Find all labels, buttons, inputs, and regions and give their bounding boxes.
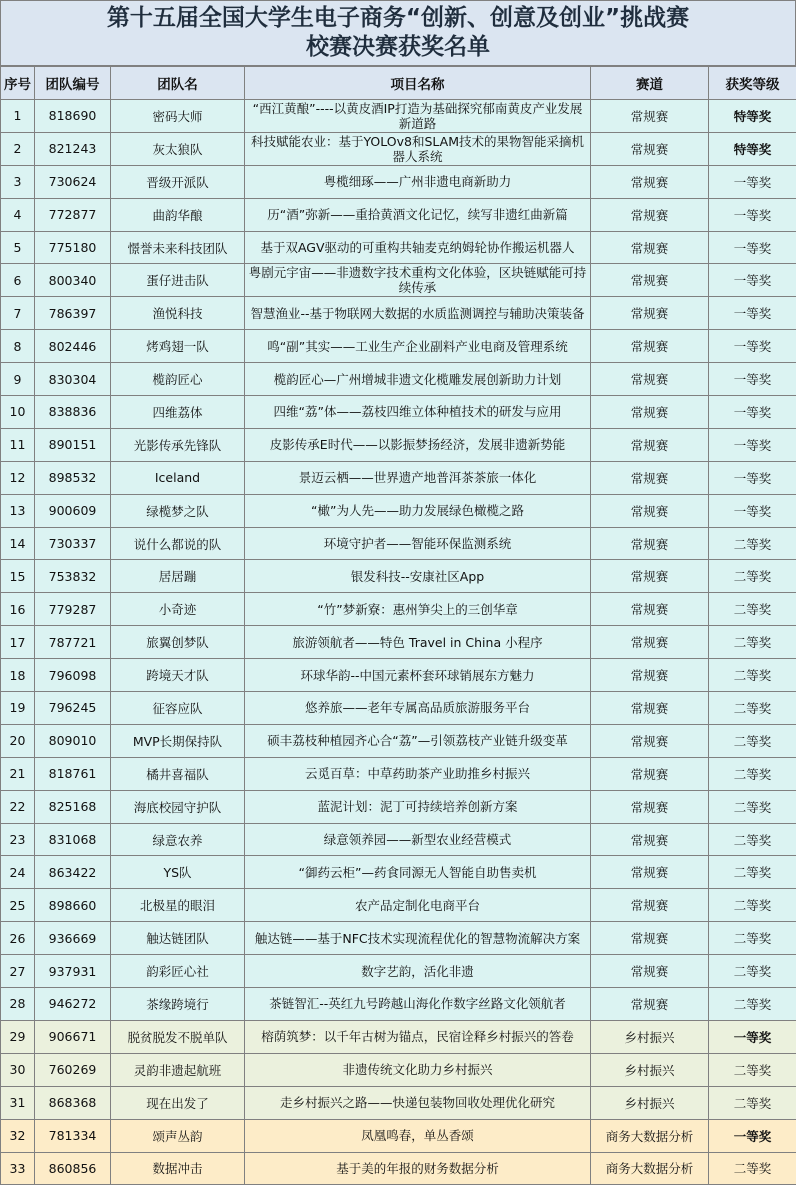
project-text: 非遗传统文化助力乡村振兴: [342, 1062, 493, 1078]
cell-no: 9: [1, 363, 35, 396]
cell-award: 一等奖: [709, 297, 796, 330]
cell-team-name: 跨境天才队: [111, 659, 245, 692]
cell-team-name: 数据冲击: [111, 1152, 245, 1185]
project-text: 科技赋能农业：基于YOLOv8和SLAM技术的果物智能采摘机器人系统: [250, 133, 585, 164]
cell-team-name: 颂声丛韵: [111, 1119, 245, 1152]
cell-team-id: 868368: [35, 1086, 111, 1119]
cell-track: 商务大数据分析: [591, 1119, 709, 1152]
cell-team-name: 榄韵匠心: [111, 363, 245, 396]
cell-team-name: 脱贫脱发不脱单队: [111, 1020, 245, 1053]
cell-no: 33: [1, 1152, 35, 1185]
cell-track: 常规赛: [591, 264, 709, 297]
table-row: [1, 494, 796, 527]
project-text: 皮影传承E时代——以影振梦扬经济，发展非遗新势能: [269, 437, 566, 453]
project-text: 榄韵匠心—广州增城非遗文化榄雕发展创新助力计划: [273, 371, 562, 387]
project-text: 触达链——基于NFC技术实现流程优化的智慧物流解决方案: [254, 930, 581, 946]
cell-award: 一等奖: [709, 330, 796, 363]
cell-no: 6: [1, 264, 35, 297]
table-row: [1, 856, 796, 889]
cell-track: 常规赛: [591, 132, 709, 165]
cell-award: 一等奖: [709, 461, 796, 494]
cell-team-id: 779287: [35, 593, 111, 626]
cell-team-id: 730624: [35, 165, 111, 198]
cell-track: 常规赛: [591, 922, 709, 955]
cell-track: 常规赛: [591, 231, 709, 264]
table-row: [1, 330, 796, 363]
cell-team-name: 憬誉未来科技团队: [111, 231, 245, 264]
cell-award: 二等奖: [709, 790, 796, 823]
cell-track: 常规赛: [591, 626, 709, 659]
cell-no: 26: [1, 922, 35, 955]
cell-project: [245, 692, 591, 725]
cell-project: [245, 856, 591, 889]
table-row: [1, 823, 796, 856]
cell-project: [245, 1152, 591, 1185]
project-text: “西江黄酿”----以黄皮酒IP打造为基础探究郁南黄皮产业发展新道路: [252, 100, 583, 131]
cell-no: 11: [1, 428, 35, 461]
cell-team-id: 936669: [35, 922, 111, 955]
table-row: [1, 231, 796, 264]
cell-no: 2: [1, 132, 35, 165]
cell-award: 二等奖: [709, 593, 796, 626]
cell-project: [245, 724, 591, 757]
cell-award: 二等奖: [709, 889, 796, 922]
cell-project: [245, 560, 591, 593]
project-text: 农产品定制化电商平台: [354, 897, 480, 913]
project-text: 智慧渔业--基于物联网大数据的水质监测调控与辅助决策装备: [250, 305, 585, 321]
cell-team-name: 绿意农养: [111, 823, 245, 856]
cell-no: 31: [1, 1086, 35, 1119]
project-text: 数字艺韵，活化非遗: [361, 963, 474, 979]
table-row: [1, 165, 796, 198]
cell-project: [245, 527, 591, 560]
cell-track: 常规赛: [591, 560, 709, 593]
cell-award: 二等奖: [709, 724, 796, 757]
table-row: [1, 560, 796, 593]
cell-team-id: 898660: [35, 889, 111, 922]
cell-team-name: 橘井喜福队: [111, 757, 245, 790]
project-text: 绿意领养园——新型农业经营模式: [323, 832, 512, 848]
cell-team-id: 831068: [35, 823, 111, 856]
cell-team-id: 796098: [35, 659, 111, 692]
table-row: [1, 757, 796, 790]
project-text: “御药云柜”—药食同源无人智能自助售卖机: [298, 864, 537, 880]
project-text: 蓝泥计划：泥丁可持续培养创新方案: [317, 799, 518, 815]
cell-team-id: 753832: [35, 560, 111, 593]
table-row: [1, 1053, 796, 1086]
table-row: [1, 527, 796, 560]
cell-no: 18: [1, 659, 35, 692]
cell-track: 乡村振兴: [591, 1020, 709, 1053]
cell-no: 29: [1, 1020, 35, 1053]
cell-team-id: 730337: [35, 527, 111, 560]
cell-award: 一等奖: [709, 165, 796, 198]
project-text: 历“酒”弥新——重拾黄酒文化记忆，续写非遗红曲新篇: [267, 207, 568, 223]
project-text: 环球华韵--中国元素杯套环球销展东方魅力: [300, 667, 535, 683]
cell-project: [245, 626, 591, 659]
cell-award: 一等奖: [709, 198, 796, 231]
cell-project: [245, 1119, 591, 1152]
project-text: 鸣“副”其实——工业生产企业副料产业电商及管理系统: [267, 338, 568, 354]
cell-track: 常规赛: [591, 363, 709, 396]
cell-project: [245, 1086, 591, 1119]
cell-team-id: 760269: [35, 1053, 111, 1086]
cell-team-name: 灰太狼队: [111, 132, 245, 165]
project-text: 基于美的年报的财务数据分析: [336, 1160, 499, 1176]
cell-team-id: 796245: [35, 692, 111, 725]
award-table: [0, 66, 796, 1185]
header-row: [1, 67, 796, 100]
cell-award: 特等奖: [709, 132, 796, 165]
cell-team-id: 900609: [35, 494, 111, 527]
table-row: [1, 1020, 796, 1053]
header-award: 获奖等级: [709, 67, 796, 100]
cell-award: 一等奖: [709, 494, 796, 527]
cell-team-id: 821243: [35, 132, 111, 165]
cell-no: 20: [1, 724, 35, 757]
cell-award: 二等奖: [709, 1152, 796, 1185]
cell-no: 24: [1, 856, 35, 889]
title-line-2: 校赛决赛获奖名单: [306, 34, 490, 60]
cell-team-id: 906671: [35, 1020, 111, 1053]
project-text: 环境守护者——智能环保监测系统: [323, 536, 512, 552]
cell-award: 二等奖: [709, 988, 796, 1021]
cell-no: 7: [1, 297, 35, 330]
cell-award: 二等奖: [709, 560, 796, 593]
cell-no: 25: [1, 889, 35, 922]
cell-project: [245, 889, 591, 922]
cell-team-name: 灵韵非遗起航班: [111, 1053, 245, 1086]
cell-team-name: 旅翼创梦队: [111, 626, 245, 659]
project-text: 粤榄细琢——广州非遗电商新助力: [323, 174, 512, 190]
cell-project: [245, 1053, 591, 1086]
cell-award: 二等奖: [709, 922, 796, 955]
cell-track: 常规赛: [591, 428, 709, 461]
cell-team-id: 838836: [35, 396, 111, 429]
cell-project: [245, 264, 591, 297]
cell-project: [245, 659, 591, 692]
cell-track: 常规赛: [591, 889, 709, 922]
cell-award: 二等奖: [709, 659, 796, 692]
table-row: [1, 626, 796, 659]
cell-team-id: 787721: [35, 626, 111, 659]
table-row: [1, 264, 796, 297]
cell-team-id: 772877: [35, 198, 111, 231]
cell-team-name: 现在出发了: [111, 1086, 245, 1119]
cell-no: 15: [1, 560, 35, 593]
project-text: “竹”梦新寮：惠州笋尖上的三创华章: [317, 601, 518, 617]
cell-project: [245, 231, 591, 264]
cell-track: 常规赛: [591, 593, 709, 626]
cell-team-id: 775180: [35, 231, 111, 264]
table-row: [1, 132, 796, 165]
cell-track: 常规赛: [591, 988, 709, 1021]
cell-track: 乡村振兴: [591, 1053, 709, 1086]
cell-project: [245, 494, 591, 527]
cell-track: 常规赛: [591, 494, 709, 527]
cell-award: 一等奖: [709, 363, 796, 396]
cell-award: 特等奖: [709, 100, 796, 133]
cell-project: [245, 823, 591, 856]
cell-track: 常规赛: [591, 165, 709, 198]
table-row: [1, 889, 796, 922]
cell-team-id: 786397: [35, 297, 111, 330]
cell-team-name: 海底校园守护队: [111, 790, 245, 823]
project-text: 云觅百草：中草药助茶产业助推乡村振兴: [304, 766, 530, 782]
cell-award: 二等奖: [709, 856, 796, 889]
table-row: [1, 790, 796, 823]
cell-project: [245, 461, 591, 494]
cell-team-id: 946272: [35, 988, 111, 1021]
cell-track: 常规赛: [591, 856, 709, 889]
cell-track: 乡村振兴: [591, 1086, 709, 1119]
cell-no: 27: [1, 955, 35, 988]
cell-track: 常规赛: [591, 955, 709, 988]
cell-team-name: 韵彩匠心社: [111, 955, 245, 988]
cell-award: 一等奖: [709, 396, 796, 429]
table-row: [1, 363, 796, 396]
cell-no: 13: [1, 494, 35, 527]
header-track: 赛道: [591, 67, 709, 100]
cell-team-id: 825168: [35, 790, 111, 823]
cell-track: 常规赛: [591, 659, 709, 692]
cell-team-id: 818690: [35, 100, 111, 133]
table-row: [1, 1152, 796, 1185]
cell-team-name: 居居蹦: [111, 560, 245, 593]
cell-project: [245, 198, 591, 231]
cell-team-name: 小奇迹: [111, 593, 245, 626]
cell-no: 17: [1, 626, 35, 659]
cell-project: [245, 428, 591, 461]
cell-award: 一等奖: [709, 1020, 796, 1053]
cell-project: [245, 955, 591, 988]
cell-no: 4: [1, 198, 35, 231]
table-row: [1, 593, 796, 626]
cell-award: 二等奖: [709, 527, 796, 560]
cell-project: [245, 100, 591, 133]
cell-team-name: 说什么都说的队: [111, 527, 245, 560]
cell-project: [245, 757, 591, 790]
table-row: [1, 659, 796, 692]
cell-track: 常规赛: [591, 396, 709, 429]
cell-team-name: 渔悦科技: [111, 297, 245, 330]
cell-team-id: 937931: [35, 955, 111, 988]
cell-track: 常规赛: [591, 790, 709, 823]
table-row: [1, 297, 796, 330]
cell-track: 常规赛: [591, 757, 709, 790]
project-text: 银发科技--安康社区App: [350, 568, 485, 584]
cell-team-name: 北极星的眼泪: [111, 889, 245, 922]
table-row: [1, 922, 796, 955]
cell-project: [245, 297, 591, 330]
header-team-name: 团队名: [111, 67, 245, 100]
cell-team-name: 光影传承先锋队: [111, 428, 245, 461]
project-text: 基于双AGV驱动的可重构共轴麦克纳姆轮协作搬运机器人: [260, 240, 575, 255]
cell-team-id: 860856: [35, 1152, 111, 1185]
cell-no: 28: [1, 988, 35, 1021]
cell-award: 二等奖: [709, 626, 796, 659]
cell-team-name: Iceland: [111, 461, 245, 494]
cell-track: 常规赛: [591, 198, 709, 231]
cell-track: 常规赛: [591, 527, 709, 560]
cell-track: 常规赛: [591, 297, 709, 330]
cell-award: 一等奖: [709, 264, 796, 297]
cell-track: 商务大数据分析: [591, 1152, 709, 1185]
table-body: [1, 100, 796, 1185]
header-no: 序号: [1, 67, 35, 100]
cell-no: 12: [1, 461, 35, 494]
cell-project: [245, 363, 591, 396]
header-team-id: 团队编号: [35, 67, 111, 100]
cell-track: 常规赛: [591, 692, 709, 725]
cell-no: 30: [1, 1053, 35, 1086]
project-text: 走乡村振兴之路——快递包装物回收处理优化研究: [279, 1095, 555, 1111]
cell-team-name: 征容应队: [111, 692, 245, 725]
project-text: 旅游领航者——特色 Travel in China 小程序: [292, 634, 543, 650]
cell-project: [245, 330, 591, 363]
cell-track: 常规赛: [591, 823, 709, 856]
project-text: 凤凰鸣春，单丛香颂: [361, 1128, 474, 1144]
cell-project: [245, 922, 591, 955]
cell-award: 二等奖: [709, 1086, 796, 1119]
cell-track: 常规赛: [591, 724, 709, 757]
table-row: [1, 100, 796, 133]
cell-no: 16: [1, 593, 35, 626]
cell-team-name: MVP长期保持队: [111, 724, 245, 757]
cell-project: [245, 988, 591, 1021]
cell-team-id: 809010: [35, 724, 111, 757]
cell-award: 二等奖: [709, 1053, 796, 1086]
cell-team-id: 890151: [35, 428, 111, 461]
cell-team-name: 曲韵华酿: [111, 198, 245, 231]
cell-no: 8: [1, 330, 35, 363]
project-text: 景迈云栖——世界遗产地普洱茶茶旅一体化: [298, 470, 537, 486]
cell-team-name: 触达链团队: [111, 922, 245, 955]
cell-no: 5: [1, 231, 35, 264]
project-text: 榕荫筑梦：以千年古树为锚点，民宿诠释乡村振兴的答卷: [261, 1029, 574, 1045]
cell-team-name: YS队: [111, 856, 245, 889]
cell-project: [245, 165, 591, 198]
table-row: [1, 396, 796, 429]
cell-team-name: 四维荔体: [111, 396, 245, 429]
cell-team-name: 晋级开派队: [111, 165, 245, 198]
cell-no: 22: [1, 790, 35, 823]
cell-award: 二等奖: [709, 692, 796, 725]
cell-no: 19: [1, 692, 35, 725]
project-text: 硕丰荔枝种植园齐心合“荔”—引领荔枝产业链升级变革: [267, 733, 568, 749]
cell-award: 二等奖: [709, 823, 796, 856]
cell-team-id: 800340: [35, 264, 111, 297]
table-row: [1, 724, 796, 757]
cell-team-name: 绿榄梦之队: [111, 494, 245, 527]
cell-no: 10: [1, 396, 35, 429]
table-row: [1, 1086, 796, 1119]
cell-no: 3: [1, 165, 35, 198]
table-row: [1, 988, 796, 1021]
cell-no: 32: [1, 1119, 35, 1152]
cell-track: 常规赛: [591, 100, 709, 133]
project-text: 悠养旅——老年专属高品质旅游服务平台: [304, 700, 530, 716]
cell-no: 1: [1, 100, 35, 133]
header-project: 项目名称: [245, 67, 591, 100]
cell-award: 一等奖: [709, 1119, 796, 1152]
cell-no: 14: [1, 527, 35, 560]
table-row: [1, 461, 796, 494]
cell-award: 一等奖: [709, 231, 796, 264]
cell-team-name: 茶缘跨境行: [111, 988, 245, 1021]
title-block: [0, 0, 796, 66]
cell-award: 二等奖: [709, 955, 796, 988]
project-text: 粤剧元宇宙——非遗数字技术重构文化体验，区块链赋能可持续传承: [248, 265, 587, 296]
table-row: [1, 198, 796, 231]
cell-team-id: 802446: [35, 330, 111, 363]
table-row: [1, 955, 796, 988]
cell-track: 常规赛: [591, 461, 709, 494]
cell-team-id: 863422: [35, 856, 111, 889]
project-text: 茶链智汇--英红九号跨越山海化作数字丝路文化领航者: [269, 996, 566, 1012]
cell-track: 常规赛: [591, 330, 709, 363]
cell-team-id: 898532: [35, 461, 111, 494]
cell-team-name: 蛋仔进击队: [111, 264, 245, 297]
cell-team-id: 781334: [35, 1119, 111, 1152]
cell-no: 21: [1, 757, 35, 790]
cell-project: [245, 1020, 591, 1053]
table-row: [1, 692, 796, 725]
cell-project: [245, 593, 591, 626]
table-row: [1, 428, 796, 461]
cell-no: 23: [1, 823, 35, 856]
cell-team-name: 密码大师: [111, 100, 245, 133]
cell-team-name: 烤鸡翅一队: [111, 330, 245, 363]
cell-project: [245, 132, 591, 165]
cell-project: [245, 790, 591, 823]
project-text: 四维“荔”体——荔枝四维立体种植技术的研发与应用: [273, 404, 562, 420]
project-text: “橄”为人先——助力发展绿色橄榄之路: [311, 503, 524, 519]
cell-team-id: 818761: [35, 757, 111, 790]
cell-award: 二等奖: [709, 757, 796, 790]
table-row: [1, 1119, 796, 1152]
cell-project: [245, 396, 591, 429]
title-line-1: 第十五届全国大学生电子商务“创新、创意及创业”挑战赛: [106, 5, 690, 31]
cell-team-id: 830304: [35, 363, 111, 396]
cell-award: 一等奖: [709, 428, 796, 461]
